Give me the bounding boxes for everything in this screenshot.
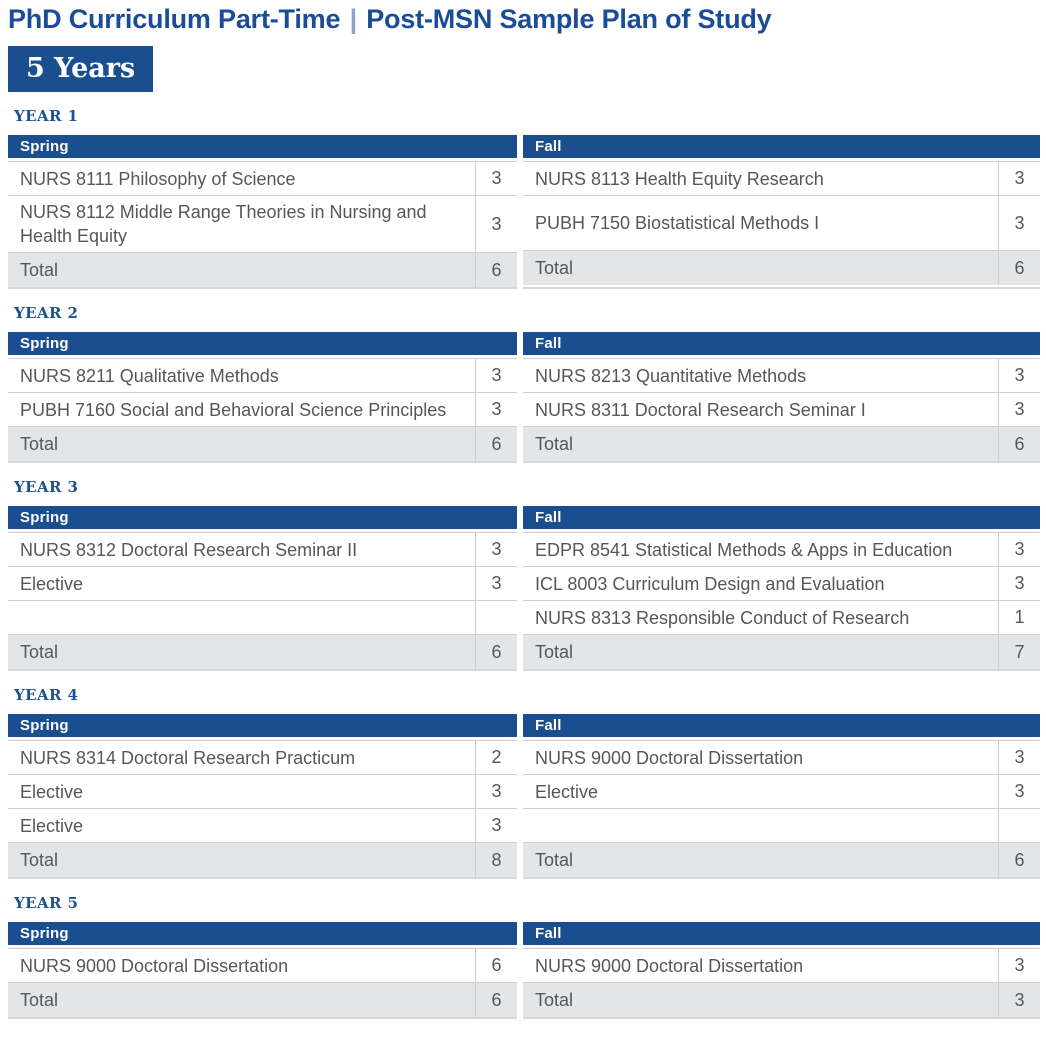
spring-header [8,922,517,948]
course-row [8,358,517,392]
year-2-tables [8,332,1040,463]
course-credits: 3 [998,393,1040,426]
course-name [8,614,475,622]
year-5-section [8,894,1040,1019]
course-credits: 1 [998,601,1040,634]
year-4-label: YEAR 4 [14,686,79,704]
course-credits: 3 [475,775,517,808]
spring-header-label: Spring [20,138,69,155]
fall-header-label: Fall [535,925,562,942]
total-row [8,252,517,287]
spring-header [8,714,517,740]
title-separator: | [349,4,357,34]
empty-row [523,808,1040,842]
year-2-fall-table [523,332,1040,463]
fall-header [523,506,1040,532]
total-row [8,982,517,1017]
course-credits [998,809,1040,842]
course-credits: 3 [998,196,1040,250]
course-credits: 3 [998,775,1040,808]
fall-header [523,332,1040,358]
total-credits: 6 [475,427,517,461]
total-row [8,426,517,461]
course-row [523,600,1040,634]
course-row [523,358,1040,392]
course-credits: 3 [475,533,517,566]
course-row [8,808,517,842]
total-credits: 8 [475,843,517,877]
course-credits: 2 [475,741,517,774]
total-label: Total [535,434,574,454]
total-label: Total [535,850,574,870]
total-credits: 6 [475,983,517,1017]
total-label: Total [20,642,59,662]
total-credits: 7 [998,635,1040,669]
course-name: NURS 8113 Health Equity Research [535,168,824,189]
total-credits: 6 [998,251,1040,285]
course-name: Elective [535,781,599,802]
spring-header-label: Spring [20,509,69,526]
course-name: NURS 8313 Responsible Conduct of Research [535,607,910,628]
year-3-fall-table [523,506,1040,671]
total-credits: 6 [475,635,517,669]
total-credits: 6 [998,427,1040,461]
page-title [8,3,1040,36]
year-3-tables [8,506,1040,671]
course-credits: 3 [998,567,1040,600]
course-name: EDPR 8541 Statistical Methods & Apps in Education [535,539,953,560]
spring-header-label: Spring [20,335,69,352]
fall-header [523,714,1040,740]
course-row [523,948,1040,982]
course-name: PUBH 7160 Social and Behavioral Science Principles [20,399,447,420]
course-name: Elective [20,573,84,594]
total-label: Total [20,260,59,280]
course-row [523,566,1040,600]
year-4-fall-table [523,714,1040,879]
course-credits: 3 [475,393,517,426]
course-credits: 3 [998,949,1040,982]
total-credits: 3 [998,983,1040,1017]
year-4-tables [8,714,1040,879]
course-name: NURS 8111 Philosophy of Science [20,168,296,189]
total-row [523,634,1040,669]
course-name: NURS 8314 Doctoral Research Practicum [20,747,356,768]
total-row [523,250,1040,285]
fall-header [523,922,1040,948]
total-credits: 6 [998,843,1040,877]
course-row [523,161,1040,195]
total-row [8,634,517,669]
course-name: PUBH 7150 Biostatistical Methods I [535,213,820,233]
year-2-spring-table [8,332,517,463]
course-name: NURS 9000 Doctoral Dissertation [535,955,804,976]
total-row [523,982,1040,1017]
course-row [8,195,517,252]
course-row [523,195,1040,250]
course-row [8,774,517,808]
page-title-part1: PhD Curriculum Part-Time [8,4,341,34]
course-name [523,822,998,830]
course-credits: 3 [475,567,517,600]
course-credits: 3 [998,741,1040,774]
spring-header-label: Spring [20,717,69,734]
course-name: ICL 8003 Curriculum Design and Evaluation [535,573,885,594]
year-1-fall-table [523,135,1040,289]
page-title-part2: Post-MSN Sample Plan of Study [366,4,772,34]
spring-header-label: Spring [20,925,69,942]
course-name: NURS 8213 Quantitative Methods [535,365,807,386]
spring-header [8,332,517,358]
year-1-spring-table [8,135,517,289]
year-1-tables [8,135,1040,289]
year-5-spring-table [8,922,517,1019]
course-credits: 3 [998,162,1040,195]
course-row [8,566,517,600]
course-name: Elective [20,815,84,836]
total-row [8,842,517,877]
total-label: Total [20,850,59,870]
course-row [523,740,1040,774]
course-credits: 3 [998,359,1040,392]
fall-header-label: Fall [535,335,562,352]
total-label: Total [20,434,59,454]
course-credits: 3 [475,359,517,392]
year-4-section [8,686,1040,879]
course-row [523,532,1040,566]
year-4-spring-table [8,714,517,879]
course-name: Elective [20,781,84,802]
year-3-section [8,478,1040,671]
course-row [523,392,1040,426]
year-1-section [8,107,1040,289]
course-name: NURS 8112 Middle Range Theories in Nursing and Health Equity [20,202,427,246]
course-row [8,532,517,566]
year-5-fall-table [523,922,1040,1019]
course-name: NURS 9000 Doctoral Dissertation [535,747,804,768]
total-label: Total [20,990,59,1010]
course-name: NURS 8211 Qualitative Methods [20,365,279,386]
fall-header-label: Fall [535,717,562,734]
spring-header [8,506,517,532]
course-credits: 3 [475,196,517,252]
fall-header [523,135,1040,161]
course-credits [475,601,517,634]
year-2-section [8,304,1040,463]
year-5-label: YEAR 5 [14,894,79,912]
course-row [523,774,1040,808]
total-row [523,426,1040,461]
year-5-tables [8,922,1040,1019]
fall-header-label: Fall [535,138,562,155]
year-2-label: YEAR 2 [14,304,79,322]
course-credits: 3 [475,809,517,842]
course-row [8,161,517,195]
course-row [8,740,517,774]
course-credits: 6 [475,949,517,982]
year-1-label: YEAR 1 [14,107,79,125]
course-name: NURS 8311 Doctoral Research Seminar I [535,399,866,420]
spring-header [8,135,517,161]
empty-row [8,600,517,634]
total-label: Total [535,258,574,278]
course-credits: 3 [998,533,1040,566]
course-row [8,948,517,982]
course-name: NURS 9000 Doctoral Dissertation [20,955,289,976]
year-3-label: YEAR 3 [14,478,79,496]
fall-header-label: Fall [535,509,562,526]
course-credits: 3 [475,162,517,195]
total-credits: 6 [475,253,517,287]
course-row [8,392,517,426]
total-label: Total [535,990,574,1010]
total-row [523,842,1040,877]
year-3-spring-table [8,506,517,671]
duration-badge: 5 Years [8,46,153,92]
course-name: NURS 8312 Doctoral Research Seminar II [20,539,358,560]
total-label: Total [535,642,574,662]
